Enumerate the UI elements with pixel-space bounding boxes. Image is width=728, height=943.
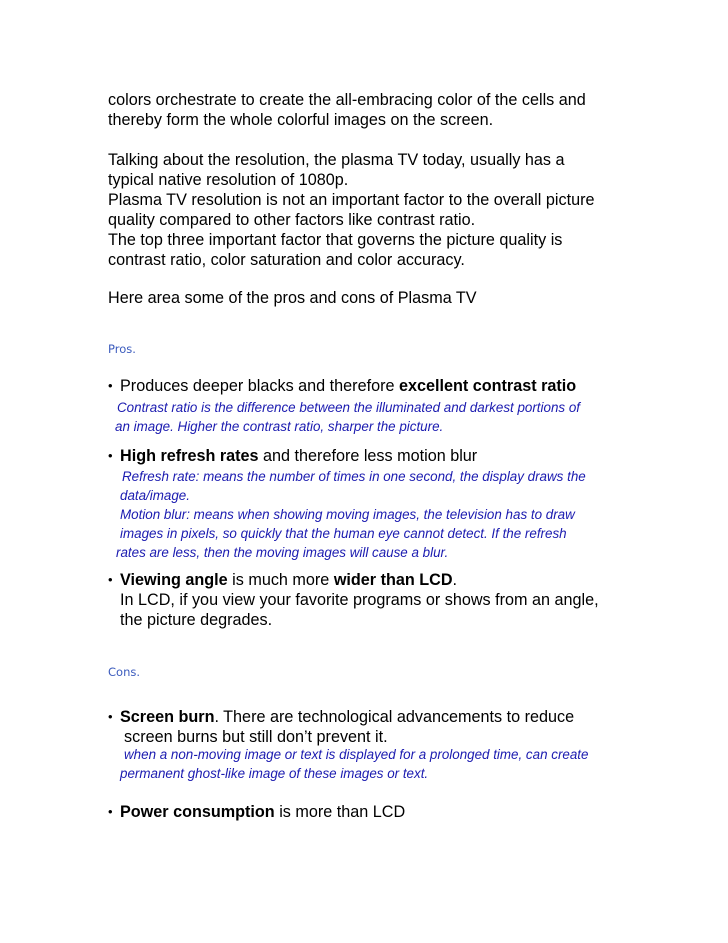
text-line: Here area some of the pros and cons of Plasma TV — [108, 289, 477, 307]
refresh-note — [116, 467, 586, 562]
screen-burn-detail — [124, 727, 388, 747]
contrast-note — [117, 398, 580, 436]
screen-burn-note — [120, 745, 588, 783]
detail-line: screen burns but still don’t prevent it. — [124, 728, 388, 746]
item-bold-text: wider than LCD — [333, 571, 453, 589]
intro-paragraph-3 — [108, 288, 708, 308]
note-line: Refresh rate: means the number of times in one second, the display draws the — [122, 469, 586, 484]
pros-item-viewing-angle — [108, 570, 708, 590]
pros-item-refresh — [108, 446, 708, 466]
text-line: Plasma TV resolution is not an important factor to the overall picture — [108, 191, 595, 209]
cons-heading: Cons. — [108, 665, 141, 679]
note-line: when a non-moving image or text is displayed for a prolonged time, can create — [124, 747, 589, 762]
text-line: contrast ratio, color saturation and color accuracy. — [108, 251, 465, 269]
item-text: . There are technological advancements to reduce — [214, 708, 575, 726]
text-line: Talking about the resolution, the plasma TV today, usually has a — [108, 151, 565, 169]
intro-paragraph-2 — [108, 150, 708, 270]
detail-line: the picture degrades. — [120, 611, 273, 629]
cons-item-screen-burn — [108, 707, 708, 727]
item-text: is much more — [227, 571, 334, 589]
cons-item-power — [108, 802, 708, 822]
viewing-angle-detail — [120, 590, 599, 630]
note-line: Motion blur: means when showing moving images, the television has to draw — [120, 507, 575, 522]
text-line: quality compared to other factors like contrast ratio. — [108, 211, 476, 229]
note-line: permanent ghost-like image of these images or text. — [120, 766, 429, 781]
note-line: an image. Higher the contrast ratio, sharper the picture. — [115, 419, 444, 434]
bullet-icon: • — [108, 709, 113, 724]
intro-paragraph-1 — [108, 90, 708, 130]
bullet-icon: • — [108, 572, 113, 587]
item-text: is more than LCD — [274, 803, 406, 821]
pros-heading: Pros. — [108, 342, 136, 356]
pros-item-contrast — [108, 376, 708, 396]
item-bold-text: Viewing angle — [120, 571, 228, 589]
item-bold-text: High refresh rates — [120, 447, 259, 465]
item-bold-text: Screen burn — [120, 708, 215, 726]
note-line: images in pixels, so quickly that the human eye cannot detect. If the refresh — [120, 526, 567, 541]
text-line: typical native resolution of 1080p. — [108, 171, 349, 189]
note-line: rates are less, then the moving images will cause a blur. — [116, 545, 449, 560]
text-line: thereby form the whole colorful images on the screen. — [108, 111, 494, 129]
bullet-icon: • — [108, 448, 113, 463]
bullet-icon: • — [108, 804, 113, 819]
item-bold-text: Power consumption — [120, 803, 275, 821]
text-line: The top three important factor that governs the picture quality is — [108, 231, 563, 249]
text-line: colors orchestrate to create the all-embracing color of the cells and — [108, 91, 586, 109]
detail-line: In LCD, if you view your favorite programs or shows from an angle, — [120, 591, 599, 609]
item-text: Produces deeper blacks and therefore — [120, 377, 399, 395]
item-text: . — [452, 571, 458, 589]
note-line: Contrast ratio is the difference between the illuminated and darkest portions of — [117, 400, 580, 415]
item-text: and therefore less motion blur — [258, 447, 478, 465]
bullet-icon: • — [108, 378, 113, 393]
note-line: data/image. — [120, 488, 190, 503]
item-bold-text: excellent contrast ratio — [398, 377, 577, 395]
